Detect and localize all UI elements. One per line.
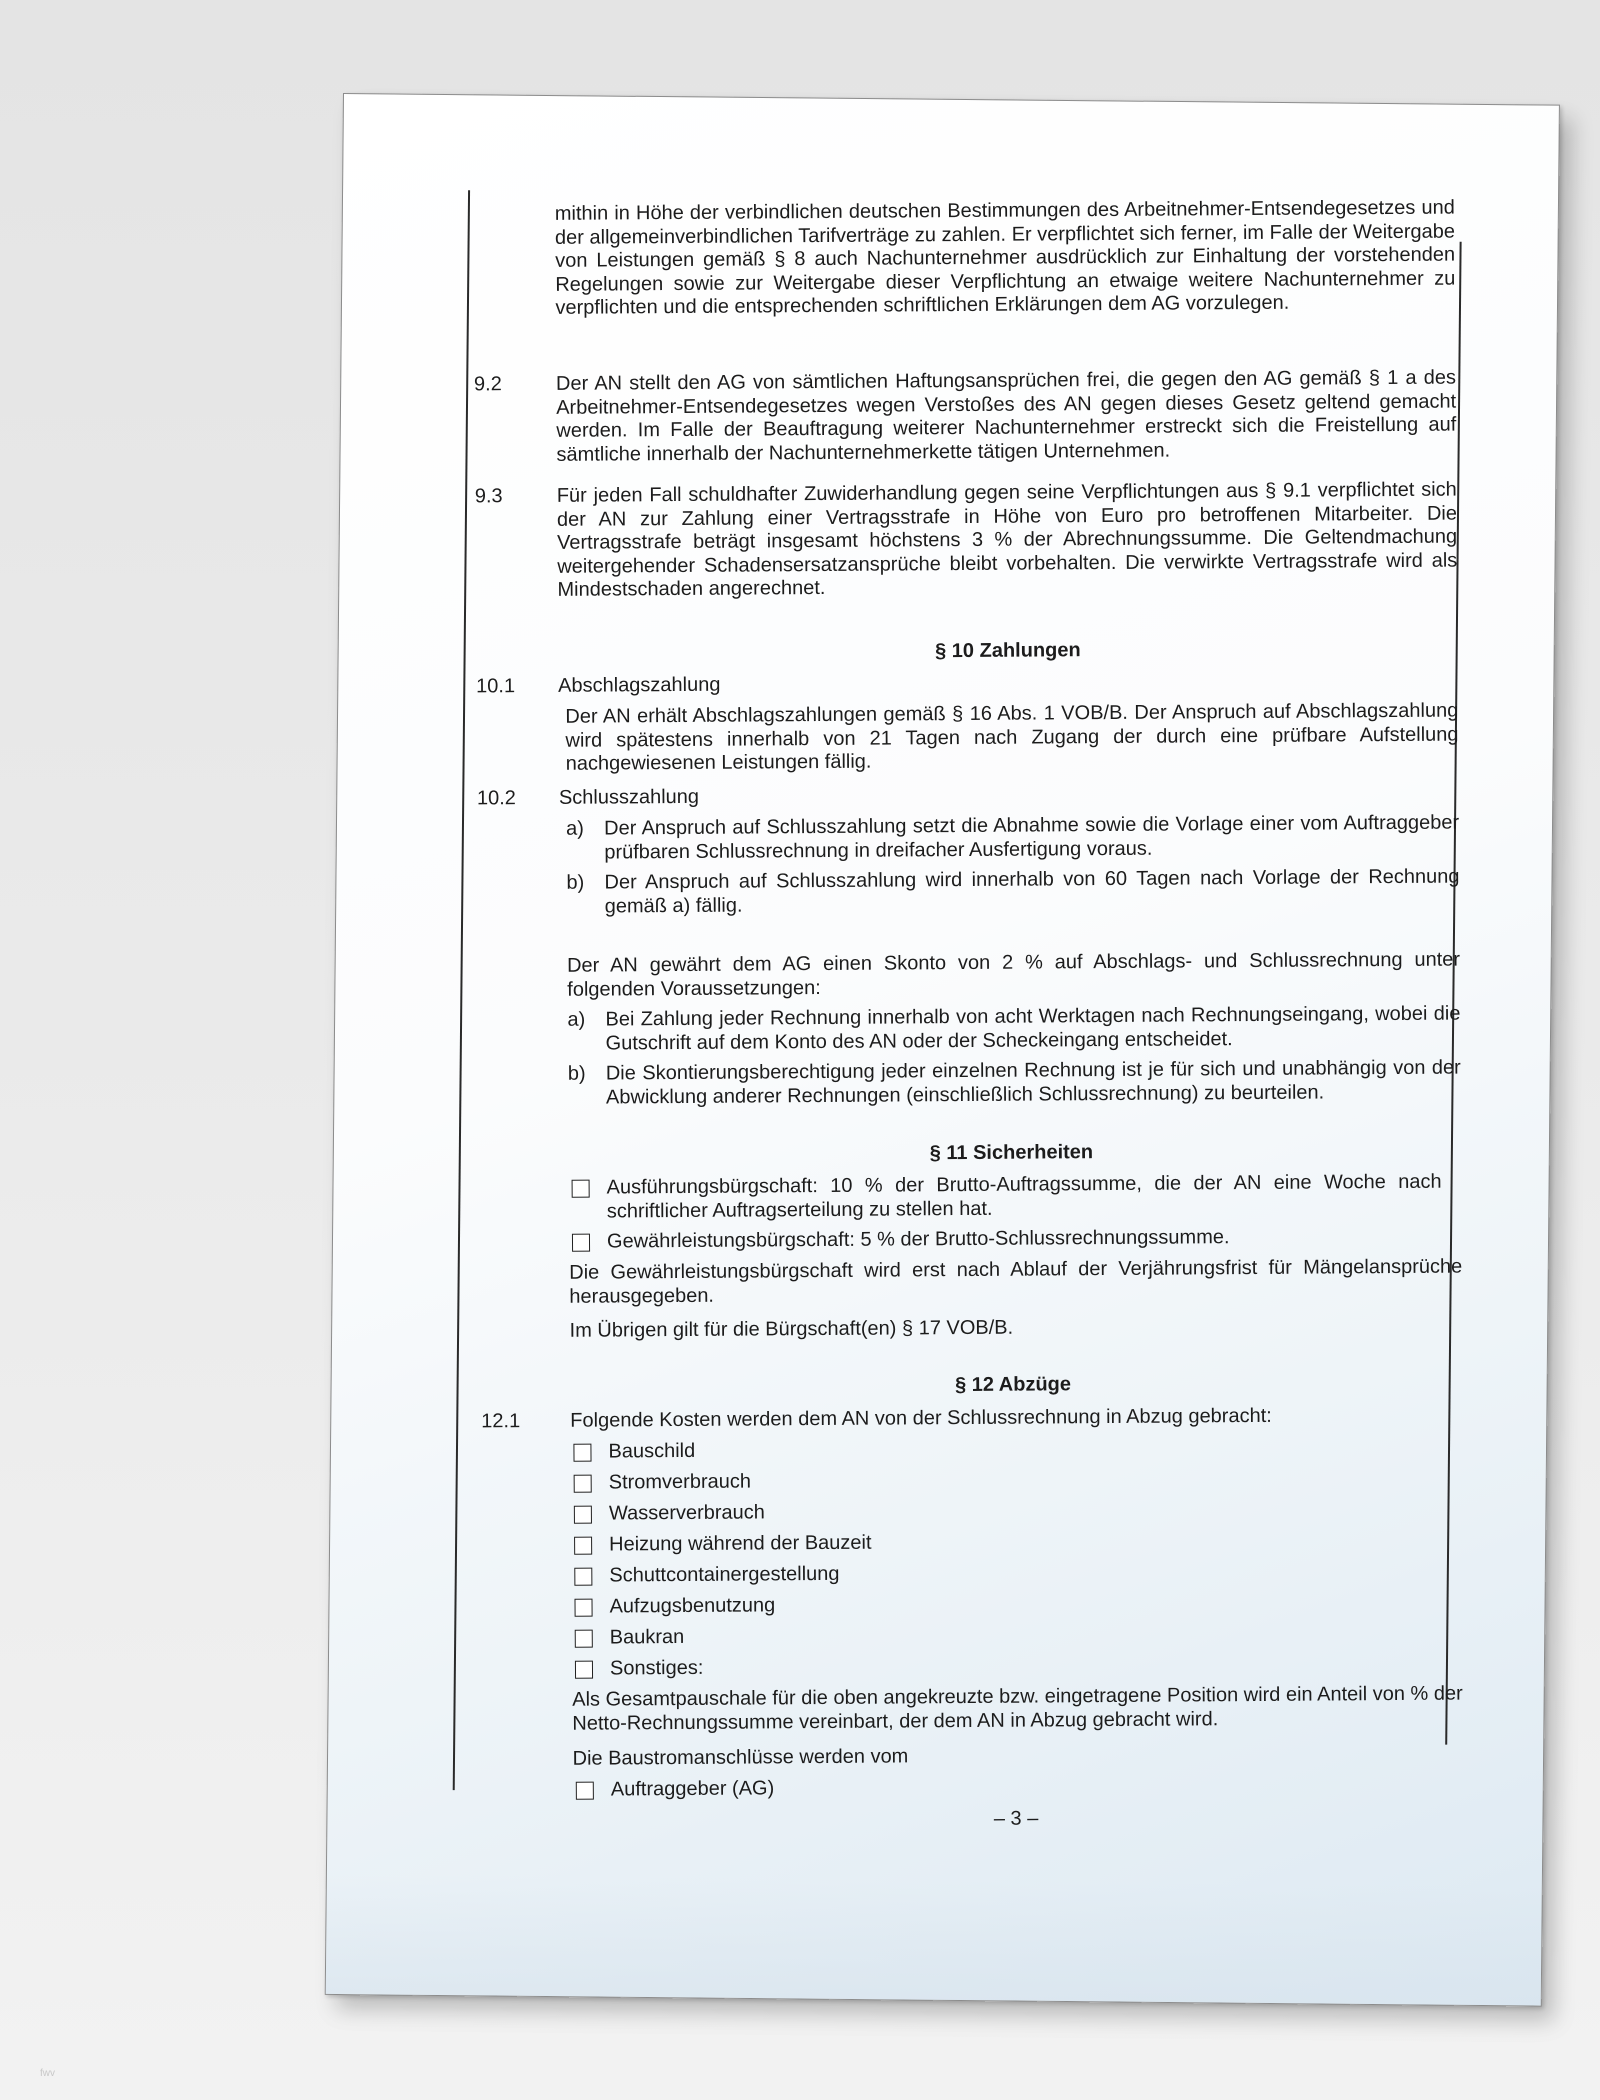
watermark-text: fwv (40, 2068, 55, 2079)
deduction-label: Aufzugsbenutzung (609, 1594, 776, 1618)
deduction-item[interactable] (574, 1594, 775, 1619)
item-letter-a: a) (566, 817, 584, 840)
clause-number-10-1: 10.1 (476, 675, 516, 698)
checkbox[interactable] (574, 1599, 592, 1617)
item-text-a: Der Anspruch auf Schlusszahlung setzt die Abnahme sowie die Vorlage einer vom Auftraggeber prüfbaren Schlussrechnung in dreifacher Ausfertigung voraus. (604, 811, 1460, 864)
page-content (342, 88, 1557, 1830)
skonto-letter-a: a) (567, 1008, 586, 1031)
checkbox[interactable] (575, 1630, 593, 1648)
clause-number-9-2: 9.2 (473, 373, 502, 396)
deduction-item[interactable] (574, 1501, 765, 1526)
paragraph-9-1-continued: mithin in Höhe der verbindlichen deutschen Bestimmungen des Arbeitnehmer-Entsendegesetzes und der allgemeinverbindlichen Tarifverträge zu zahlen. Er verpflichtet sich ferner, im Falle der Weitergabe von Leistungen gemäß § 8 auch Nachunternehmer ausdrücklich zur Einhaltung der vorstehenden Regelungen sowie zur Weitergabe dieser Verpflichtung an etwaige weitere Nachunternehmer zu verpflichten und die entsprechenden schriftlichen Erklärungen dem AG vorzulegen. (554, 196, 1456, 320)
paragraph-gewaehrleistung: Die Gewährleistungsbürgschaft wird erst nach Ablauf der Verjährungsfrist für Mängelansprüche herausgegeben. (569, 1255, 1463, 1308)
label-abschlagszahlung: Abschlagszahlung (558, 673, 721, 697)
skonto-letter-b: b) (567, 1062, 586, 1085)
option-label: Gewährleistungsbürgschaft: 5 % der Brutto-Schlussrechnungssumme. (606, 1226, 1230, 1253)
checkbox[interactable] (572, 1234, 590, 1252)
deduction-item[interactable] (575, 1626, 685, 1650)
paragraph-baustromanschluesse: Die Baustromanschlüsse werden vom (572, 1745, 909, 1770)
deduction-item[interactable] (575, 1657, 704, 1681)
item-letter-b: b) (566, 871, 585, 894)
checkbox[interactable] (573, 1444, 591, 1462)
deduction-item[interactable] (574, 1532, 872, 1558)
deduction-label: Bauschild (608, 1439, 696, 1463)
clause-number-10-2: 10.2 (476, 787, 516, 810)
deduction-label: Heizung während der Bauzeit (609, 1531, 872, 1556)
paragraph-9-3: Für jeden Fall schuldhafter Zuwiderhandlung gegen seine Verpflichtungen aus § 9.1 verpflichtet sich der AN zur Zahlung einer Vertragsstrafe in Höhe von Euro pro betroffenen Mitarbeiter. Die Vertragsstrafe beträgt insgesamt höchstens 3 % der Abrechnungssumme. Die Geltendmachung weitergehender Schadensersatzansprüche bleibt vorbehalten. Die verwirkte Vertragsstrafe wird als Mindestschaden angerechnet. (556, 478, 1458, 602)
deduction-label: Sonstiges: (609, 1656, 704, 1680)
deduction-item[interactable] (574, 1563, 839, 1588)
deduction-label: Stromverbrauch (608, 1470, 752, 1494)
left-margin-rule (453, 190, 470, 1790)
document-page (325, 93, 1560, 2007)
deduction-item[interactable] (573, 1440, 695, 1464)
skonto-text-a: Bei Zahlung jeder Rechnung innerhalb von acht Werktagen nach Rechnungseingang, wobei die Gutschrift auf dem Konto des AN oder der Scheckeingang entscheidet. (605, 1002, 1461, 1055)
paragraph-10-1: Der AN erhält Abschlagszahlungen gemäß § 16 Abs. 1 VOB/B. Der Anspruch auf Abschlagszahlung wird spätestens innerhalb von 21 Tagen nach Zugang der durch eine prüfbare Aufstellung nachgewiesenen Leistungen fällig. (565, 699, 1459, 775)
label-schlusszahlung: Schlusszahlung (558, 785, 700, 809)
deduction-item[interactable] (574, 1471, 751, 1496)
paragraph-skonto: Der AN gewährt dem AG einen Skonto von 2 % auf Abschlags- und Schlussrechnung unter folgenden Voraussetzungen: (566, 948, 1461, 1001)
section-heading-11: § 11 Sicherheiten (929, 1141, 1094, 1165)
paragraph-12-1-intro: Folgende Kosten werden dem AN von der Schlussrechnung in Abzug gebracht: (570, 1404, 1272, 1432)
paragraph-gesamtpauschale: Als Gesamtpauschale für die oben angekreuzte bzw. eingetragene Position wird ein Anteil von % der Netto-Rechnungssumme vereinbart, der dem AN in Abzug gebracht wird. (572, 1682, 1463, 1735)
clause-number-12-1: 12.1 (481, 1410, 521, 1433)
deduction-label: Wasserverbrauch (608, 1501, 765, 1525)
option-label: Auftraggeber (AG) (610, 1777, 775, 1801)
option-gewaehrleistungsbuergschaft[interactable] (572, 1225, 1442, 1255)
checkbox[interactable] (574, 1537, 592, 1555)
section-heading-12: § 12 Abzüge (954, 1373, 1072, 1397)
checkbox[interactable] (572, 1180, 590, 1198)
deduction-label: Schuttcontainergestellung (609, 1562, 840, 1587)
deduction-label: Baukran (609, 1625, 685, 1649)
checkbox[interactable] (574, 1506, 592, 1524)
section-heading-10: § 10 Zahlungen (935, 639, 1081, 663)
clause-number-9-3: 9.3 (474, 485, 503, 508)
page-number: – 3 – (993, 1807, 1039, 1830)
item-text-b: Der Anspruch auf Schlusszahlung wird innerhalb von 60 Tagen nach Vorlage der Rechnung gemäß a) fällig. (604, 865, 1460, 918)
paragraph-buergschaft-vob: Im Übrigen gilt für die Bürgschaft(en) § 17 VOB/B. (569, 1316, 1014, 1342)
option-auftraggeber[interactable] (576, 1777, 775, 1802)
checkbox[interactable] (575, 1661, 593, 1679)
paragraph-9-2: Der AN stellt den AG von sämtlichen Haftungsansprüchen frei, die gegen den AG gemäß § 1 a des Arbeitnehmer-Entsendegesetzes wegen Verstoßes des AN gegen dieses Gesetz geltend gemacht werden. Im Falle der Beauftragung weiterer Nachunternehmer erstreckt sich die Freistellung auf sämtliche innerhalb der Nachunternehmerkette tätigen Unternehmen. (555, 366, 1457, 466)
skonto-text-b: Die Skontierungsberechtigung jeder einzelnen Rechnung ist je für sich und unabhängig von der Abwicklung anderer Rechnungen (einschließlich Schlussrechnung) zu beurteilen. (605, 1056, 1461, 1109)
checkbox[interactable] (576, 1782, 594, 1800)
checkbox[interactable] (574, 1475, 592, 1493)
option-ausfuehrungsbuergschaft[interactable] (572, 1171, 1442, 1224)
checkbox[interactable] (574, 1568, 592, 1586)
option-label: Ausführungsbürgschaft: 10 % der Brutto-Auftragssumme, die der AN eine Woche nach schriftlicher Auftragserteilung zu stellen hat. (606, 1170, 1442, 1223)
